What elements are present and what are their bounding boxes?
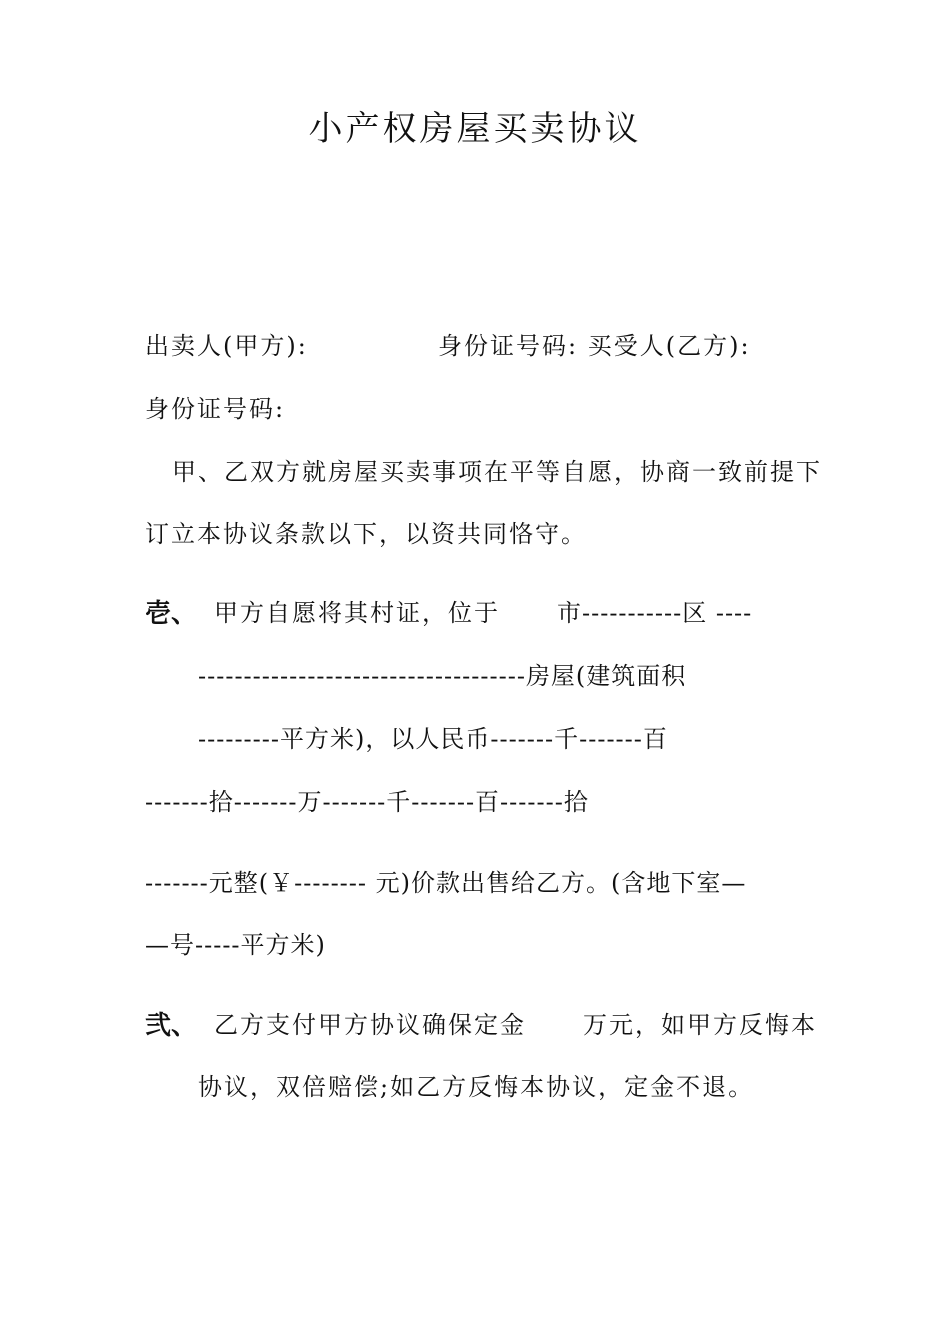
intro-line-2: 订立本协议条款以下，以资共同恪守。 — [145, 520, 587, 548]
clause-2-line-1-rest: 万元，如甲方反悔本 — [583, 1011, 817, 1039]
clause-1-number: 壱、 — [145, 599, 198, 629]
seller-id-buyer-label: 身份证号码: 买受人(乙方): — [438, 332, 751, 360]
clause-1-line-4: -------拾-------万-------千-------百-------拾 — [145, 788, 589, 816]
clause-1-line-1-text: 甲方自愿将其村证，位于 — [214, 599, 500, 627]
buyer-id-label: 身份证号码: — [145, 395, 286, 423]
clause-2-line-1-text: 乙方支付甲方协议确保定金 — [214, 1011, 526, 1039]
intro-line-1: 甲、乙双方就房屋买卖事项在平等自愿，协商一致前提下 — [172, 458, 822, 486]
clause-1-line-2: ------------------------------------房屋(建筑面积 — [198, 662, 687, 690]
clause-1-line-3: ---------平方米)，以人民币-------千-------百 — [198, 725, 668, 753]
clause-2-line-2: 协议，双倍赔偿;如乙方反悔本协议，定金不退。 — [198, 1073, 755, 1101]
clause-2-number: 弐、 — [145, 1011, 198, 1041]
clause-1-line-6: —号-----平方米) — [145, 931, 326, 959]
seller-label: 出卖人(甲方): — [145, 332, 308, 360]
clause-1-line-5: -------元整(￥-------- 元)价款出售给乙方。(含地下室— — [145, 869, 747, 897]
document-title: 小产权房屋买卖协议 — [308, 109, 642, 149]
clause-1-line-1-blanks: 市-----------区 ---- — [557, 599, 753, 627]
